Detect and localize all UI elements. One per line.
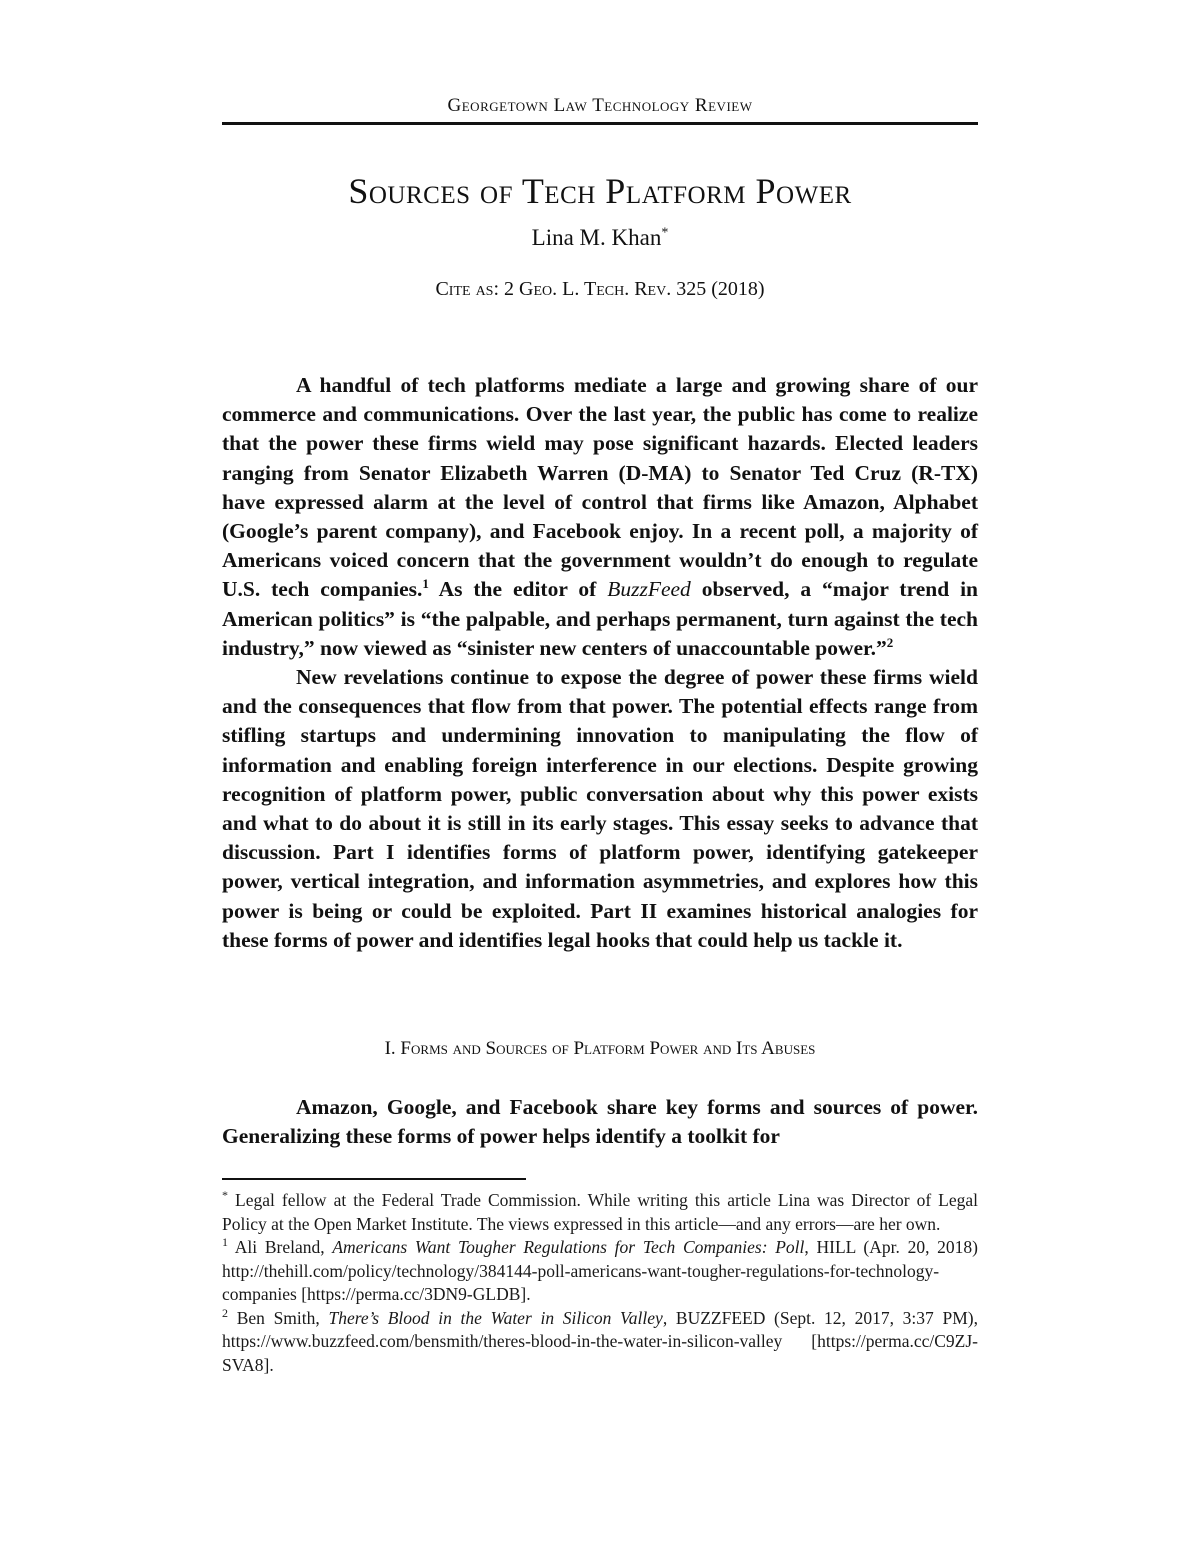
footnote-star-mark: * xyxy=(222,1188,228,1203)
article-title: Sources of Tech Platform Power xyxy=(348,171,852,211)
footnote-rule xyxy=(222,1178,526,1180)
buzzfeed-italic: BuzzFeed xyxy=(607,577,691,602)
footnote-star-text: Legal fellow at the Federal Trade Commission. While writing this article Lina was Director of Legal Policy at the Open Market Institute. The views expressed in this article—and any errors—are her own. xyxy=(222,1190,978,1234)
paragraph-1 xyxy=(222,371,978,663)
footnote-ref-1[interactable]: 1 xyxy=(422,576,429,592)
paragraph-1-text-b: As the editor of xyxy=(428,577,608,602)
citation-line xyxy=(222,278,978,301)
footnote-ref-2[interactable]: 2 xyxy=(886,634,894,650)
footnote-2-mark: 2 xyxy=(222,1305,228,1320)
cite-label: Cite as: xyxy=(435,278,500,300)
footnote-2-author: Ben Smith, xyxy=(228,1307,329,1328)
author-line xyxy=(222,225,978,251)
footnote-2 xyxy=(222,1307,978,1378)
section-body xyxy=(222,1093,978,1151)
section-heading-1: I. Forms and Sources of Platform Power and Its Abuses xyxy=(384,1038,816,1059)
footnotes xyxy=(222,1189,978,1377)
author-footnote-mark[interactable]: * xyxy=(661,225,669,241)
paragraph-1-text-a: A handful of tech platforms mediate a large and growing share of our commerce and communications. Over the last year, the public has come to realize that the power these firms wield may pose significant hazards. Elected leaders ranging from Senator Elizabeth Warren (D-MA) to Senator Ted Cruz (R-TX) have expressed alarm at the level of control that firms like Amazon, Alphabet (Google’s parent company), and Facebook enjoy. In a recent poll, a majority of Americans voiced concern that the government wouldn’t do enough to regulate U.S. tech companies. xyxy=(222,373,978,602)
running-header: Georgetown Law Technology Review xyxy=(447,95,753,116)
footnote-1-mark: 1 xyxy=(222,1235,228,1250)
paragraph-2: New revelations continue to expose the degree of power these firms wield and the consequences that flow from that power. The potential effects range from stifling startups and undermining innovation to manipulating the flow of information and enabling foreign interference in our elections. Despite growing recognition of platform power, public conversation about why this power exists and what to do about it is still in its early stages. This essay seeks to advance that discussion. Part I identifies forms of platform power, identifying gatekeeper power, vertical integration, and information asymmetries, and explores how this power is being or could be exploited. Part II examines historical analogies for these forms of power and identifies legal hooks that could help us tackle it. xyxy=(222,665,978,952)
footnote-1-author: Ali Breland, xyxy=(228,1237,333,1257)
footnote-2-title: There’s Blood in the Water in Silicon Valley xyxy=(328,1307,663,1328)
footnote-star xyxy=(222,1189,978,1236)
paragraph-3: Amazon, Google, and Facebook share key forms and sources of power. Generalizing these forms of power helps identify a toolkit for xyxy=(222,1095,978,1149)
footnote-1-title: Americans Want Tougher Regulations for Tech Companies: Poll xyxy=(332,1237,805,1257)
cite-text: 2 Geo. L. Tech. Rev. 325 (2018) xyxy=(504,278,765,300)
footnote-1 xyxy=(222,1236,978,1307)
paragraph-1-text-c: observed, a “major trend in American politics” is “the palpable, and perhaps permanent, turn against the tech industry,” now viewed as “sinister new centers of unaccountable power.” xyxy=(222,577,979,660)
footnote-1-source[interactable]: , HILL (Apr. 20, 2018) http://thehill.com/policy/technology/384144-poll-americans-want-tougher-regulations-for-technology-companies [https://perma.cc/3DN9-GLDB]. xyxy=(222,1237,978,1304)
header-rule xyxy=(222,122,978,125)
intro-body xyxy=(222,371,978,955)
author-name: Lina M. Khan xyxy=(531,225,662,250)
footnote-2-source[interactable]: , BUZZFEED (Sept. 12, 2017, 3:37 PM), https://www.buzzfeed.com/bensmith/theres-blood-in-the-water-in-silicon-valley [https://perma.cc/C9ZJ-SVA8]. xyxy=(222,1307,978,1375)
